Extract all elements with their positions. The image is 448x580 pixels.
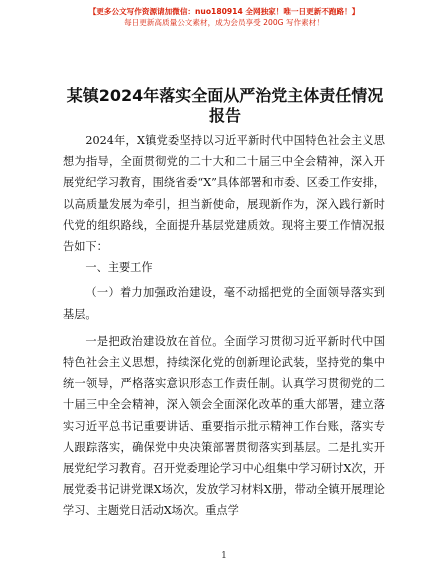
page-number: 1 bbox=[221, 551, 227, 561]
body-paragraph: 一是把政治建设放在首位。全面学习贯彻习近平新时代中国特色社会主义思想，持续深化党的创新理论武装，坚持党的集中统一领导，严格落实意识形态工作责任制。认真学习贯彻党的二十届三中全会精神，深入领会全面深化改革的重大部署，建立落实习近平总书记重要讲话、重要指示批示精神工作台账，落实专人跟踪落实，确保党中央决策部署贯彻落实到基层。二是扎实开展党纪学习教育。召开党委理论学习中心组集中学习研讨X次，开展党委书记讲党课X场次，发放学习材料X册，带动全镇开展理论学习、主题党日活动X场次。重点学 bbox=[63, 334, 385, 518]
subsection-heading: （一）着力加强政治建设，毫不动摇把党的全面领导落实到基层。 bbox=[63, 286, 385, 321]
intro-paragraph: 2024年，X镇党委坚持以习近平新时代中国特色社会主义思想为指导，全面贯彻党的二十大和二十届三中全会精神，深入开展党纪学习教育，围绕省委“X”具体部署和市委、区委工作安排，以高质量发展为牵引，担当新使命，展现新作为，深入践行新时代党的组织路线，全面提升基层党建质效。现将主要工作情况报告如下： bbox=[63, 134, 385, 254]
document-body bbox=[63, 130, 385, 522]
promo-banner bbox=[0, 6, 448, 28]
document-title: 某镇2024年落实全面从严治党主体责任情况报告 bbox=[66, 86, 384, 125]
promo-banner-line1: 【更多公文写作资源请加微信：nuo180914 全网独家！唯一日更新不跑路！】 bbox=[88, 7, 360, 16]
promo-banner-line2: 每日更新高质量公文素材，成为会员享受 200G 写作素材！ bbox=[124, 18, 324, 27]
section-heading: 一、主要工作 bbox=[85, 261, 153, 275]
